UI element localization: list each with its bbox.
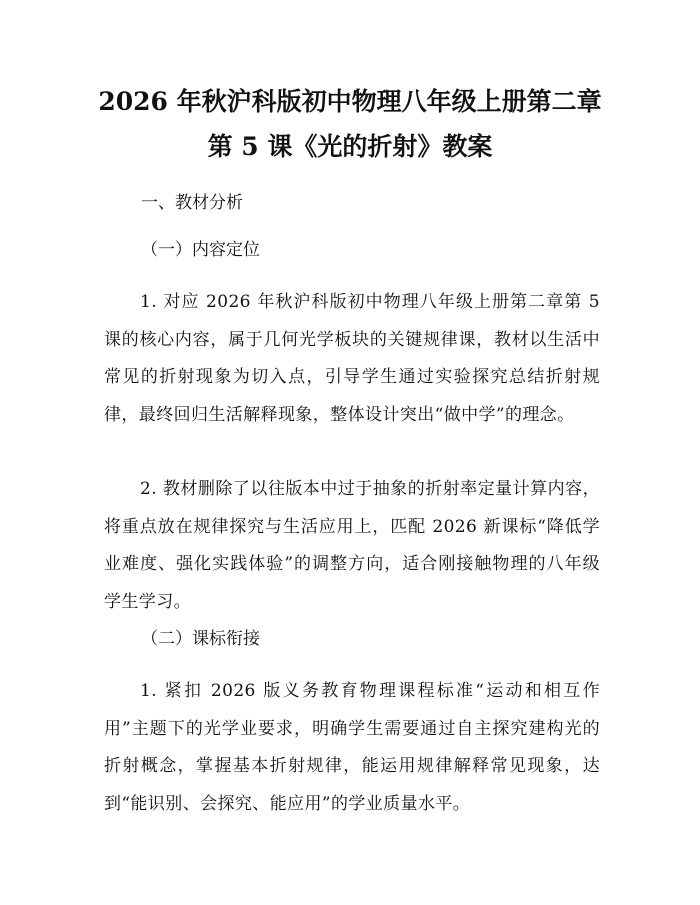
paragraph-content-positioning-2: 2. 教材删除了以往版本中过于抽象的折射率定量计算内容，将重点放在规律探究与生活应用上，匹配 2026 新课标“降低学业难度、强化实践体验”的调整方向，适合刚接触物理的八年级学生学习。 — [104, 479, 600, 612]
document-title-line-2: 第 5 课《光的折射》教案 — [207, 132, 493, 161]
paragraph-content-positioning-1: 1. 对应 2026 年秋沪科版初中物理八年级上册第二章第 5 课的核心内容，属于几何光学板块的关键规律课，教材以生活中常见的折射现象为切入点，引导学生通过实验探究总结折射规律，最终回归生活解释现象，整体设计突出“做中学”的理念。 — [104, 292, 600, 425]
paragraph-curriculum-alignment-1: 1. 紧扣 2026 版义务教育物理课程标准“运动和相互作用”主题下的光学业要求，明确学生需要通过自主探究建构光的折射概念，掌握基本折射规律，能运用规律解释常见现象，达到“能识别、会探究、能应用”的学业质量水平。 — [104, 681, 600, 814]
section-heading-textbook-analysis: 一、教材分析 — [141, 193, 243, 213]
subsection-heading-curriculum-alignment: （二）课标衔接 — [141, 629, 260, 649]
document-title-line-1: 2026 年秋沪科版初中物理八年级上册第二章 — [98, 87, 602, 116]
subsection-heading-content-positioning: （一）内容定位 — [141, 240, 260, 260]
